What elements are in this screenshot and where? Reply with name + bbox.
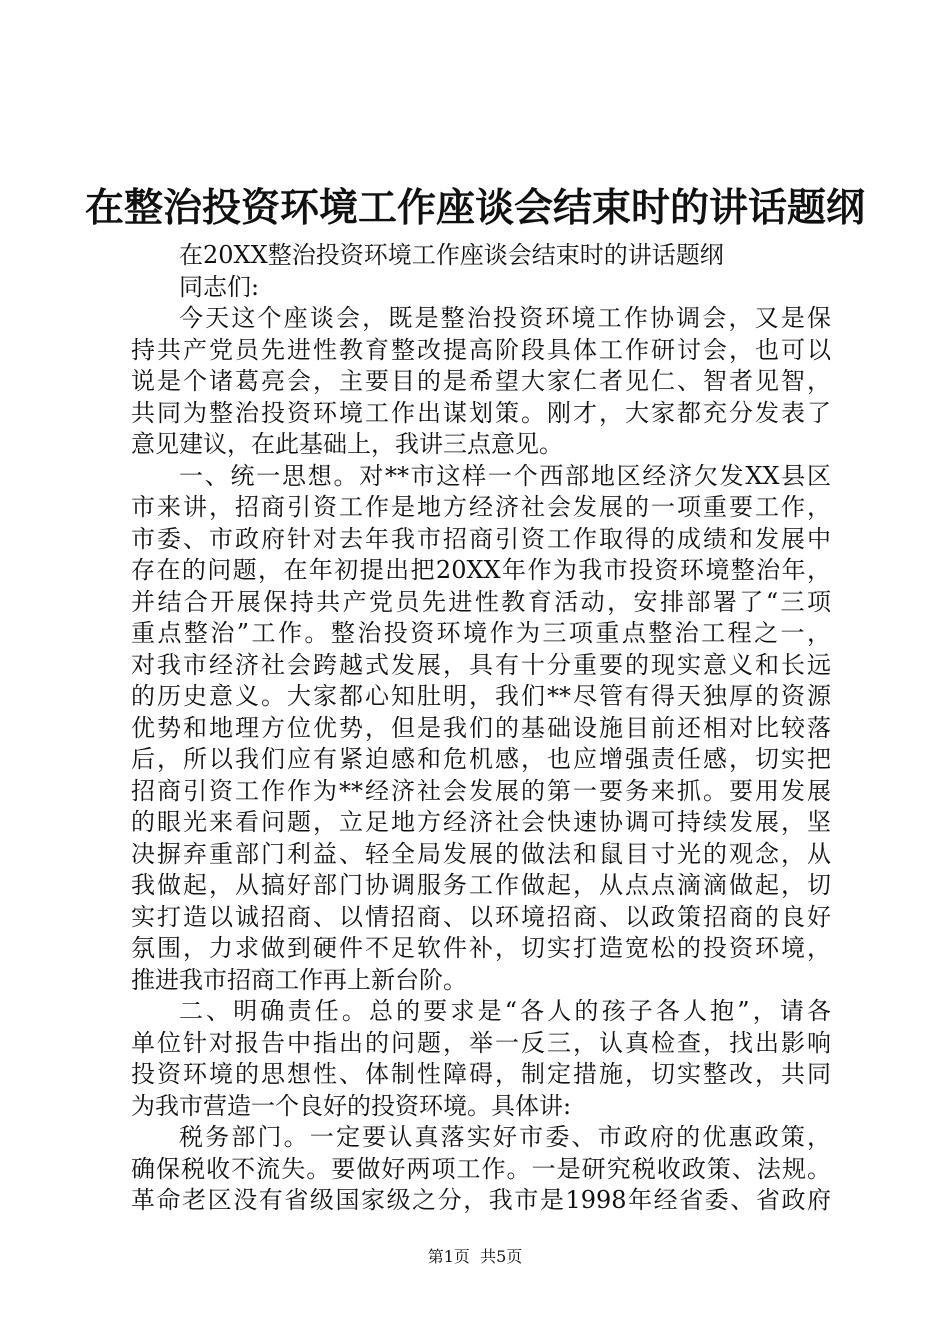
text-line: 的历史意义。大家都心知肚明，我们**尽管有得天独厚的资源 [131,682,831,710]
text-line: 市委、市政府针对去年我市招商引资工作取得的成绩和发展中 [131,524,831,553]
text-line: 税务部门。一定要认真落实好市委、市政府的优惠政策， [179,1123,831,1151]
text-line: 投资环境的思想性、体制性障碍，制定措施，切实整改，共同 [131,1060,831,1088]
text-line: 持共产党员先进性教育整改提高阶段具体工作研讨会，也可以 [131,335,831,364]
text-line: 对我市经济社会跨越式发展，具有十分重要的现实意义和长远 [131,650,831,679]
text-line: 一、统一思想。对**市这样一个西部地区经济欠发XX县区 [179,461,831,490]
text-line: 推进我市招商工作再上新台阶。 [131,965,467,994]
text-line: 优势和地理方位优势，但是我们的基础设施目前还相对比较落 [131,713,831,742]
text-line: 同志们: [179,272,260,301]
text-line: 重点整治”工作。整治投资环境作为三项重点整治工程之一， [131,619,831,647]
text-line: 革命老区没有省级国家级之分，我市是1998年经省委、省政府 [131,1186,831,1214]
text-line: 实打造以诚招商、以情招商、以环境招商、以政策招商的良好 [131,902,831,931]
text-line: 决摒弃重部门利益、轻全局发展的做法和鼠目寸光的观念，从 [131,839,831,868]
text-line: 共同为整治投资环境工作出谋划策。刚才，大家都充分发表了 [131,398,831,427]
text-line: 单位针对报告中指出的问题，举一反三，认真检查，找出影响 [131,1028,831,1057]
text-line: 在20XX整治投资环境工作座谈会结束时的讲话题纲 [179,241,724,269]
text-line: 为我市营造一个良好的投资环境。具体讲: [131,1091,572,1120]
document-title: 在整治投资环境工作座谈会结束时的讲话题纲 [84,185,865,231]
text-line: 二、明确责任。总的要求是“各人的孩子各人抱”，请各 [179,997,831,1025]
text-line: 后，所以我们应有紧迫感和危机感，也应增强责任感，切实把 [131,745,831,773]
text-line: 的眼光来看问题，立足地方经济社会快速协调可持续发展，坚 [131,808,831,836]
text-line: 氛围，力求做到硬件不足软件补，切实打造宽松的投资环境， [131,934,831,962]
text-line: 市来讲，招商引资工作是地方经济社会发展的一项重要工作， [131,493,831,521]
text-line: 并结合开展保持共产党员先进性教育活动，安排部署了“三项 [131,587,831,616]
text-line: 存在的问题，在年初提出把20XX年作为我市投资环境整治年， [131,556,831,584]
page-footer: 第1页 共5页 [427,1247,523,1266]
text-line: 招商引资工作作为**经济社会发展的第一要务来抓。要用发展 [131,776,831,805]
text-line: 说是个诸葛亮会，主要目的是希望大家仁者见仁、智者见智， [131,367,831,395]
text-line: 确保税收不流失。要做好两项工作。一是研究税收政策、法规。 [131,1154,831,1183]
text-line: 意见建议，在此基础上，我讲三点意见。 [131,430,563,458]
text-line: 今天这个座谈会，既是整治投资环境工作协调会，又是保 [179,304,831,332]
document-body [131,240,831,1217]
text-line: 我做起，从搞好部门协调服务工作做起，从点点滴滴做起，切 [131,871,831,899]
